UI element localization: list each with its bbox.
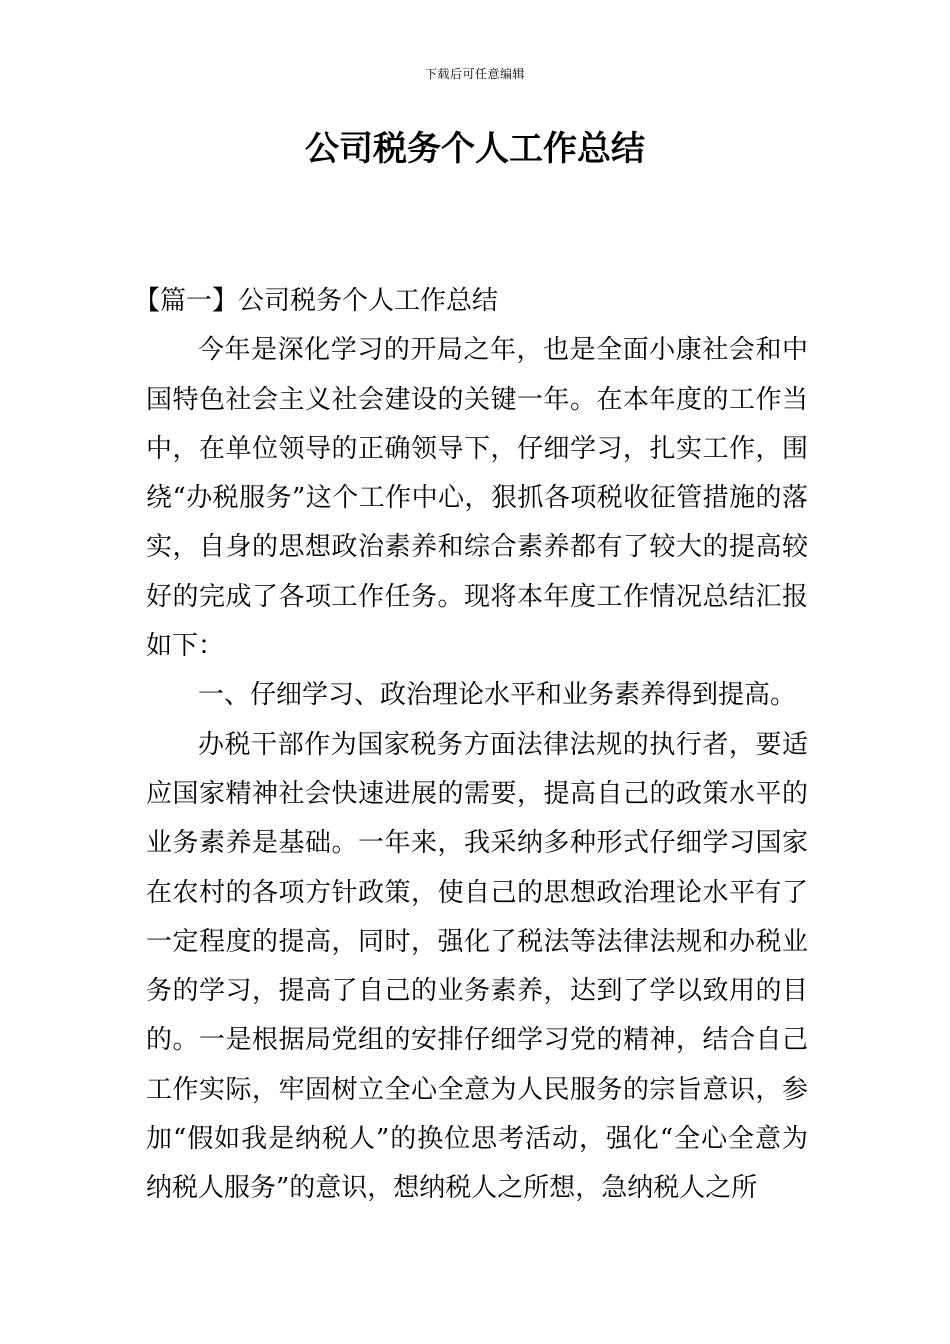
section-heading: 【篇一】公司税务个人工作总结 [134,286,499,316]
header-note: 下载后可任意编辑 [424,67,525,81]
document-title: 公司税务个人工作总结 [305,129,645,169]
document-body [134,277,808,1214]
paragraph-subheading: 一、仔细学习、政治理论水平和业务素养得到提高。 [198,680,797,711]
paragraph-intro: 今年是深化学习的开局之年，也是全面小康社会和中国特色社会主义社会建设的关键一年。在本年度的工作当中，在单位领导的正确领导下，仔细学习，扎实工作，围绕“办税服务”这个工作中心，狠抓各项税收征管措施的落实，自身的思想政治素养和综合素养都有了较大的提高较好的完成了各项工作任务。现将本年度工作情况总结汇报如下： [146,335,808,662]
paragraph-study: 办税干部作为国家税务方面法律法规的执行者，要适应国家精神社会快速进展的需要，提高自己的政策水平的业务素养是基础。一年来，我采纳多种形式仔细学习国家在农村的各项方针政策，使自己的思想政治理论水平有了一定程度的提高，同时，强化了税法等法律法规和办税业务的学习，提高了自己的业务素养，达到了学以致用的目的。一是根据局党组的安排仔细学习党的精神，结合自己工作实际，牢固树立全心全意为人民服务的宗旨意识，参加“假如我是纳税人”的换位思考活动，强化“全心全意为纳税人服务”的意识，想纳税人之所想，急纳税人之所 [146,729,808,1204]
